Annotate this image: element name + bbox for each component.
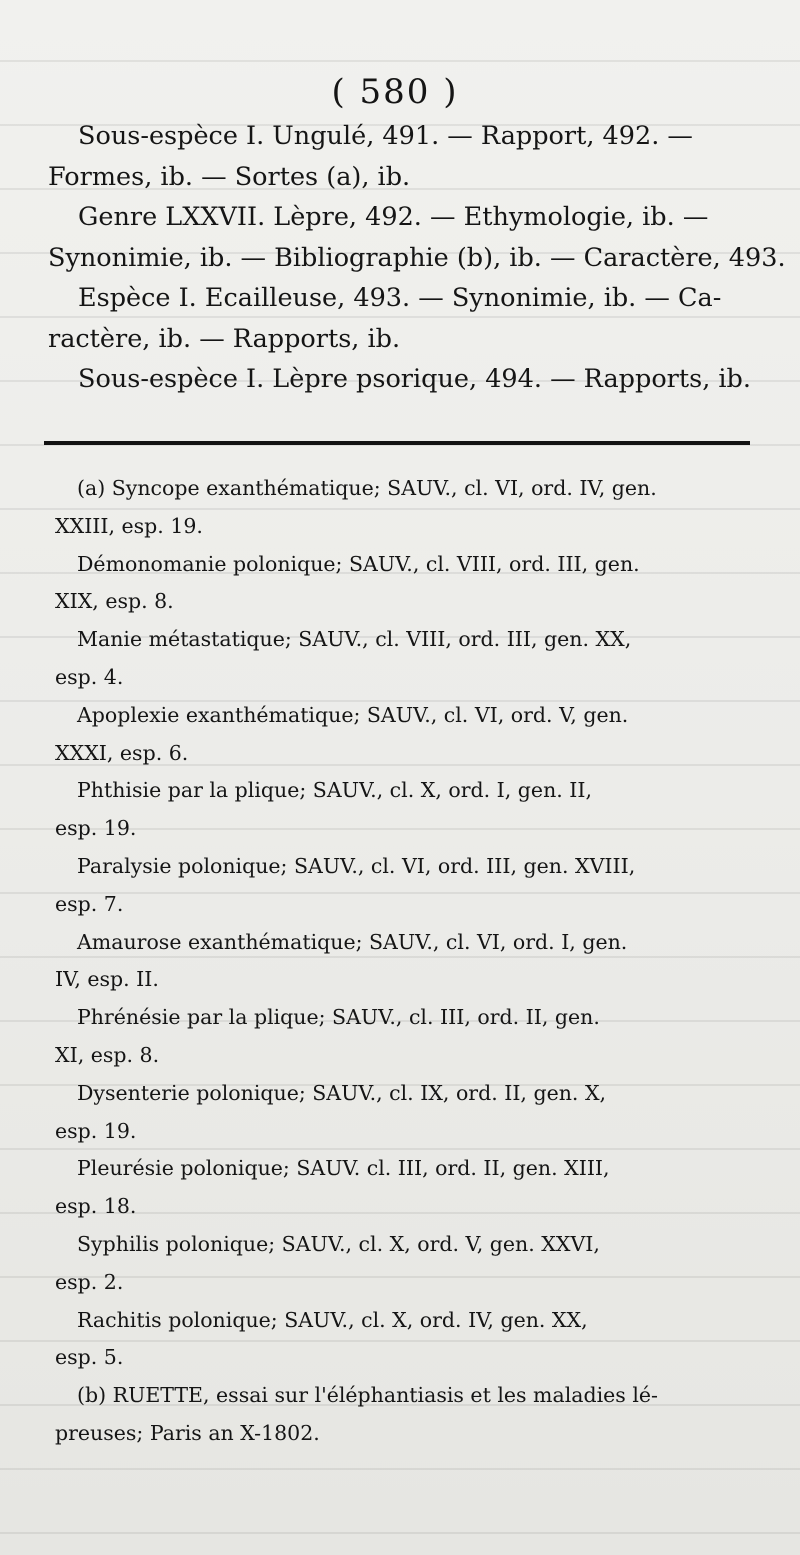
footnote-entry: Pleurésie polonique; SAUV. cl. III, ord. II, gen. XIII, esp. 18. xyxy=(55,1156,610,1219)
main-line: Synonimie, ib. — Bibliographie (b), ib. — Caractère, 493. xyxy=(48,242,786,273)
main-line: Sous-espèce I. Lèpre psorique, 494. — Rapports, ib. xyxy=(78,364,751,394)
footnotes xyxy=(55,470,760,1453)
footnote-entry: Rachitis polonique; SAUV., cl. X, ord. IV, gen. XX, esp. 5. xyxy=(55,1307,588,1370)
main-line: Formes, ib. — Sortes (a), ib. xyxy=(48,161,411,192)
page-number: ( 580 ) xyxy=(331,72,459,112)
footnote-entry: Paralysie polonique; SAUV., cl. VI, ord. III, gen. XVIII, esp. 7. xyxy=(55,853,636,916)
footnote-entry: Manie métastatique; SAUV., cl. VIII, ord. III, gen. XX, esp. 4. xyxy=(55,627,632,689)
main-text xyxy=(48,116,786,400)
footnote-entry: Phrénésie par la plique; SAUV., cl. III, ord. II, gen. XI, esp. 8. xyxy=(55,1005,600,1067)
footnote-entry: (b) RUETTE, essai sur l'éléphantiasis et les maladies lé- preuses; Paris an X-1802. xyxy=(55,1383,658,1445)
main-line: Espèce I. Ecailleuse, 493. — Synonimie, ib. — Ca- xyxy=(78,283,722,313)
footnote-entry: (a) Syncope exanthématique; SAUV., cl. VI, ord. IV, gen. XXIII, esp. 19. xyxy=(55,476,657,538)
main-line: Sous-espèce I. Ungulé, 491. — Rapport, 492. — xyxy=(78,121,693,151)
footnote-entry: Dysenterie polonique; SAUV., cl. IX, ord. II, gen. X, esp. 19. xyxy=(55,1080,607,1143)
footnote-entry: Phthisie par la plique; SAUV., cl. X, ord. I, gen. II, esp. 19. xyxy=(55,778,593,841)
footnote-entry: Amaurose exanthématique; SAUV., cl. VI, ord. I, gen. IV, esp. II. xyxy=(55,929,628,992)
main-line: ractère, ib. — Rapports, ib. xyxy=(48,323,401,354)
main-line: Genre LXXVII. Lèpre, 492. — Ethymologie, ib. — xyxy=(78,202,709,232)
footnote-entry: Syphilis polonique; SAUV., cl. X, ord. V, gen. XXVI, esp. 2. xyxy=(55,1231,600,1294)
footnote-separator-rule xyxy=(44,441,750,445)
footnote-entry: Apoplexie exanthématique; SAUV., cl. VI, ord. V, gen. XXXI, esp. 6. xyxy=(55,702,629,765)
footnote-entry: Démonomanie polonique; SAUV., cl. VIII, ord. III, gen. XIX, esp. 8. xyxy=(55,551,640,614)
